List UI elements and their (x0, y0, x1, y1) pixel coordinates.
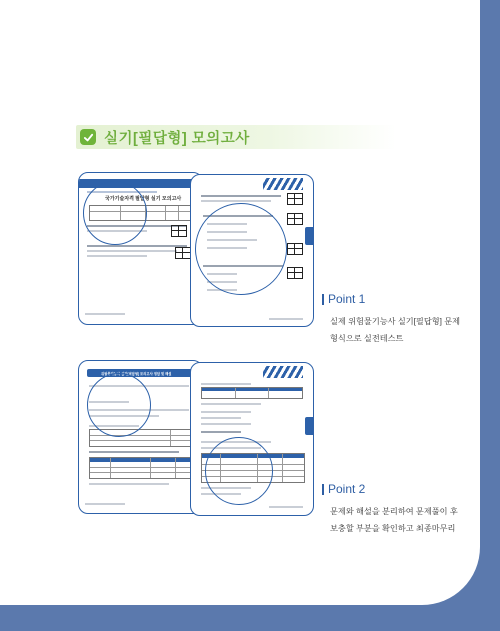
section-heading (76, 125, 396, 149)
spread-2-right-page (190, 362, 314, 516)
magnifier-circle (87, 373, 151, 437)
magnifier-circle (83, 181, 147, 245)
section-title: 실기[필답형] 모의고사 (104, 130, 250, 147)
spread-1-left-subtitle: 필답형 실기 모의고사 (135, 196, 182, 202)
point-1-title: Point 1 (328, 292, 366, 306)
point-2-title: Point 2 (328, 482, 366, 496)
spread-1-left-title: 국가기술자격 (105, 196, 134, 202)
spread-1-left-page (78, 172, 203, 325)
magnifier-circle (195, 203, 287, 295)
magnifier-circle (205, 437, 273, 505)
check-icon (80, 129, 96, 145)
point-1-desc-line-2: 형식으로 실전테스트 (330, 334, 404, 343)
point-2 (322, 482, 458, 537)
point-2-desc-line-1: 문제와 해설을 분리하여 문제풀이 후 (330, 507, 458, 516)
spread-2-left-page (78, 360, 203, 514)
point-1-desc-line-1: 실제 위험물기능사 실기[필답형] 문제 (330, 317, 461, 326)
spread-1-right-page (190, 174, 314, 327)
spread-2-left-header: 위험물기능사 실기[필답형] 모의고사 정답 및 해설 (101, 371, 172, 376)
point-1 (322, 292, 460, 347)
point-2-desc-line-2: 보충할 부분을 확인하고 최종마무리 (330, 524, 456, 533)
